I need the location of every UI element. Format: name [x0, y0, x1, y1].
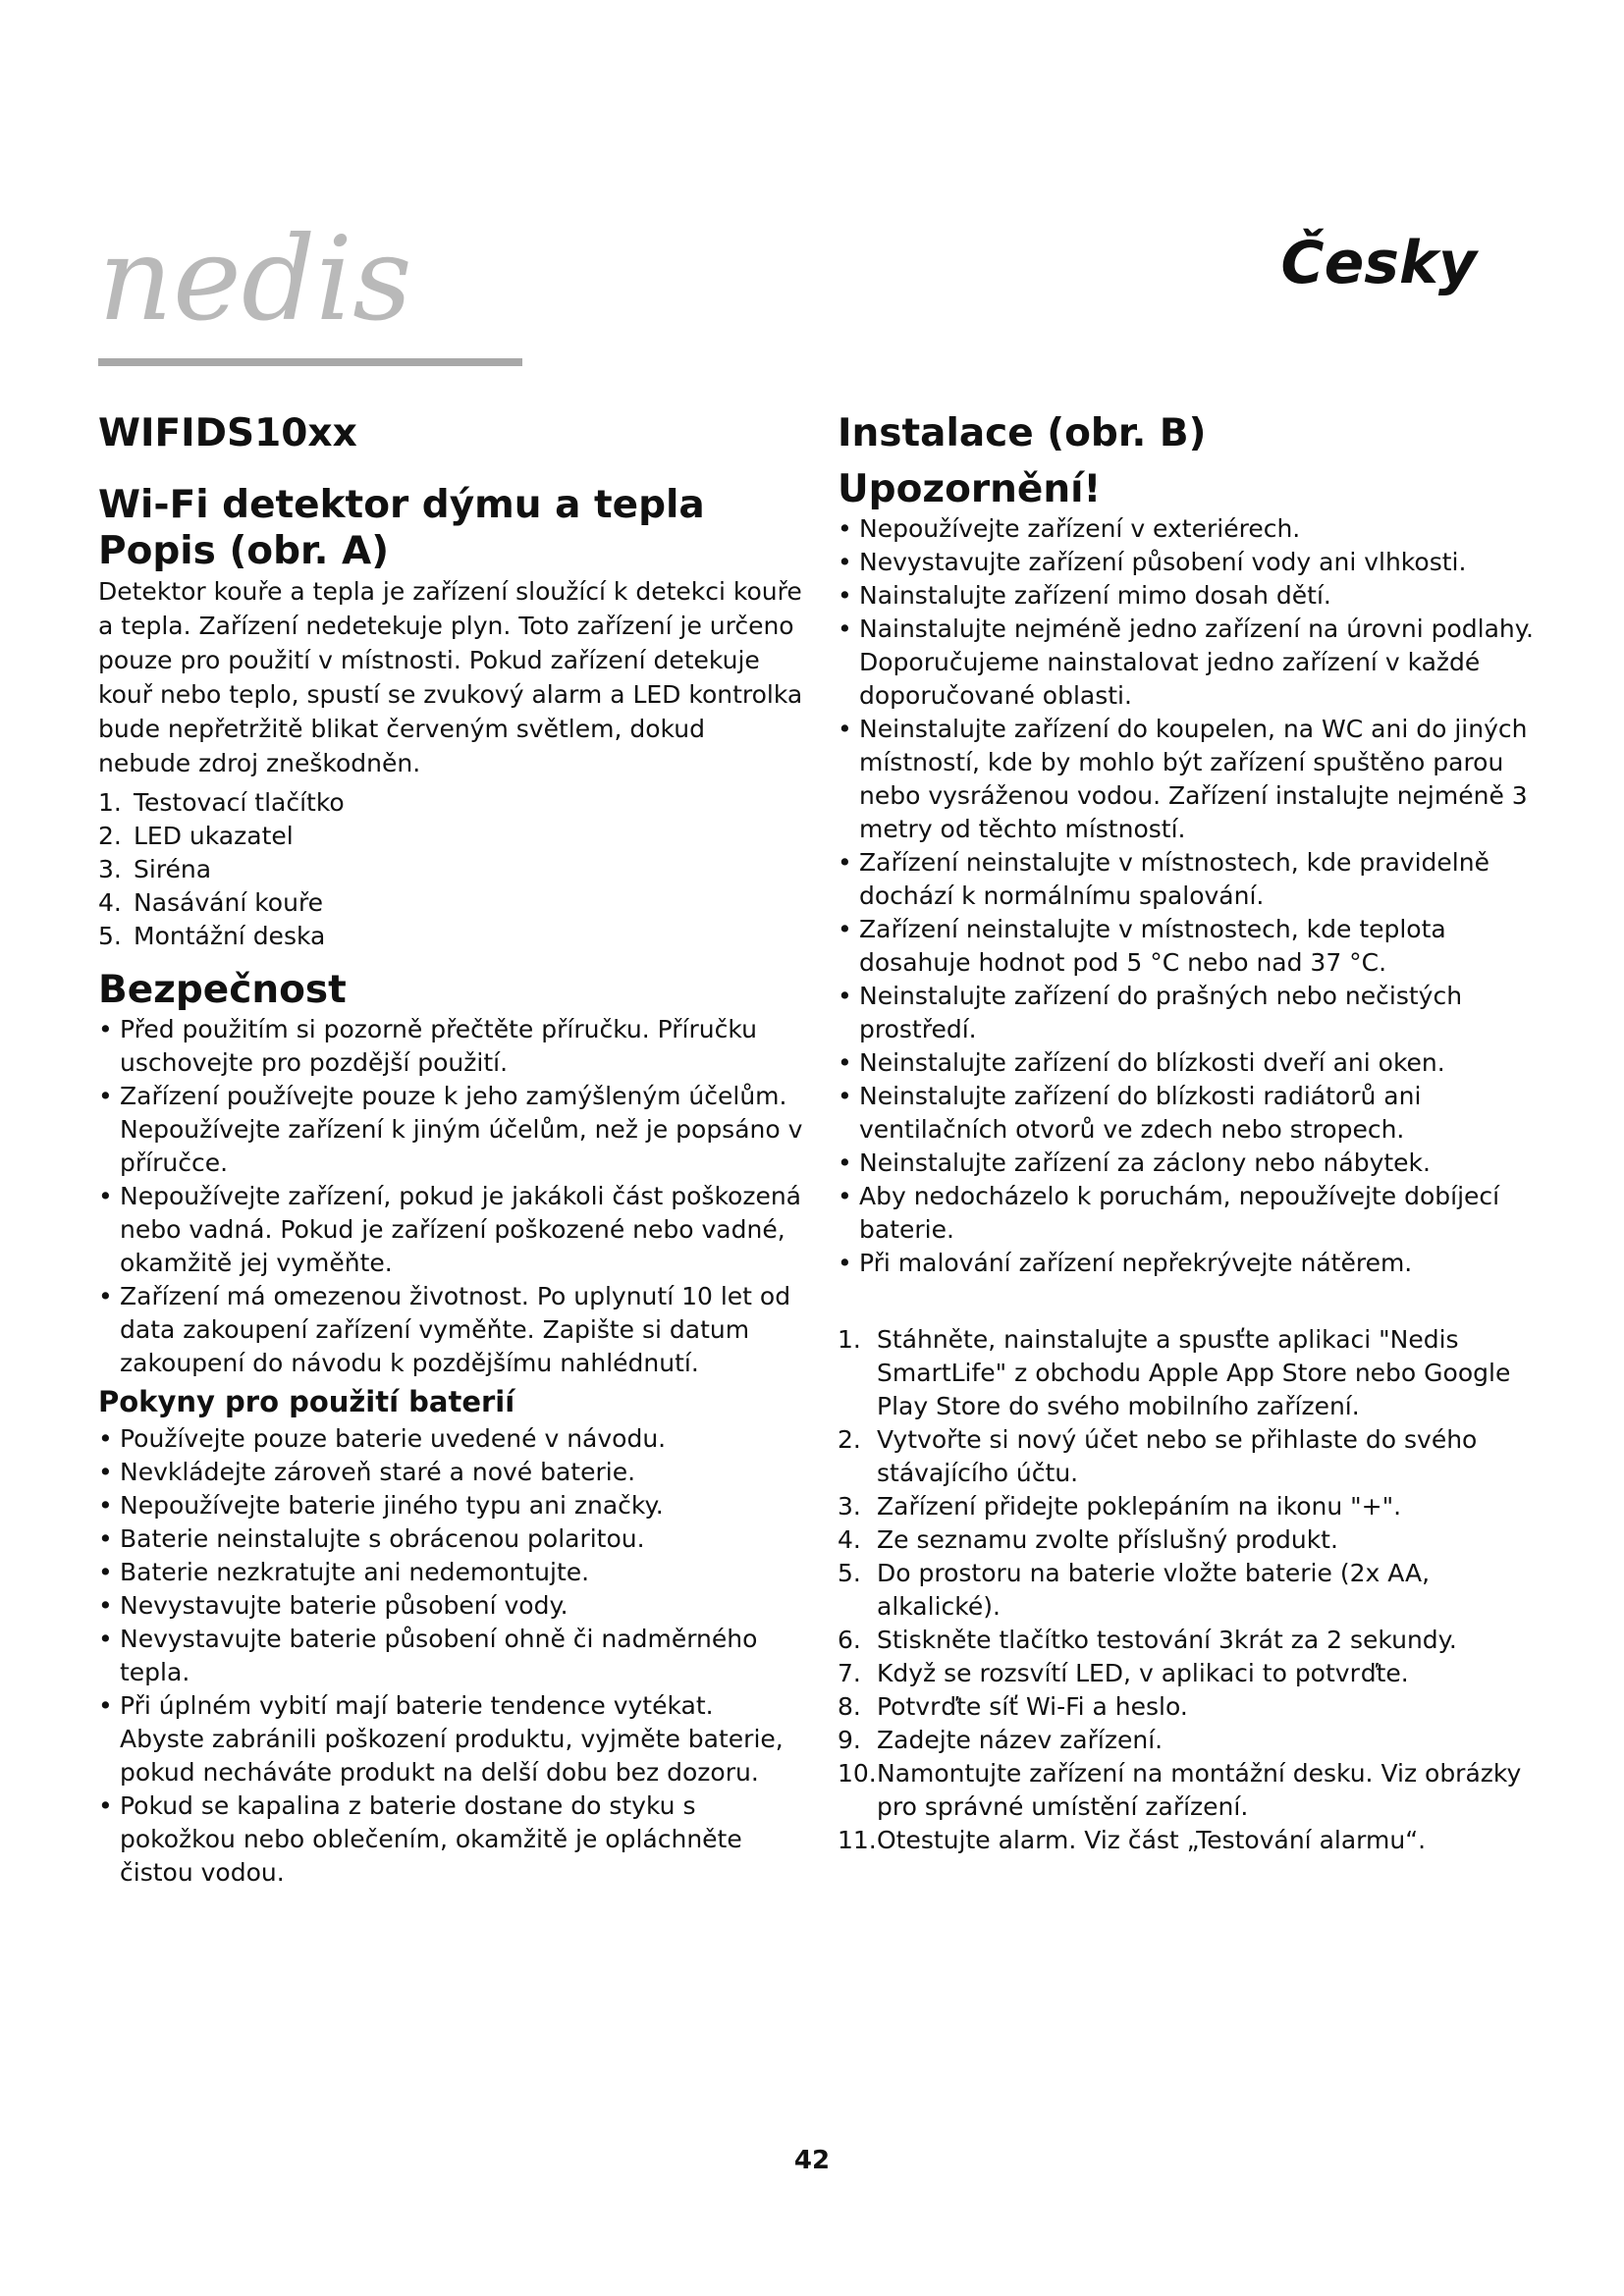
warning-item [838, 913, 1544, 980]
safety-item-text: Před použitím si pozorně přečtěte příručku. Příručku uschovejte pro pozdější použití. [120, 1015, 757, 1077]
battery-item-text: Nevystavujte baterie působení vody. [120, 1591, 568, 1620]
warning-item-text: Neinstalujte zařízení do blízkosti radiátorů ani ventilačních otvorů ve zdech nebo stropech. [859, 1082, 1422, 1144]
description-text: Detektor kouře a tepla je zařízení sloužící k detekci kouře a tepla. Zařízení nedetekuje plyn. Toto zařízení je určeno pouze pro použití v místnosti. Pokud zařízení detekuje kouř nebo teplo, spustí se zvukový alarm a LED kontrolka bude nepřetržitě blikat červeným světlem, dokud nebude zdroj zneškodněn. [98, 577, 803, 777]
warning-item-text: Nepoužívejte zařízení v exteriérech. [859, 514, 1301, 543]
warning-item-text: Nevystavujte zařízení působení vody ani vlhkosti. [859, 548, 1467, 576]
step-item-number: 4. [838, 1525, 861, 1554]
warning-item [838, 579, 1544, 613]
battery-item [98, 1489, 805, 1522]
step-item [838, 1624, 1544, 1657]
warning-item [838, 512, 1544, 546]
step-item-number: 7. [838, 1659, 861, 1687]
part-item [98, 886, 805, 920]
battery-item-text: Při úplném vybití mají baterie tendence vytékat. Abyste zabránili poškození produktu, vyjměte baterie, pokud necháváte produkt na delší dobu bez dozoru. [120, 1691, 784, 1787]
step-item-text: Do prostoru na baterie vložte baterie (2x AA, alkalické). [877, 1559, 1431, 1621]
battery-item [98, 1522, 805, 1556]
step-item [838, 1757, 1544, 1824]
part-item-text: Montážní deska [134, 922, 326, 950]
warning-item [838, 1180, 1544, 1247]
part-item [98, 786, 805, 820]
step-item-text: Stiskněte tlačítko testování 3krát za 2 sekundy. [877, 1626, 1457, 1654]
part-item-text: LED ukazatel [134, 822, 294, 850]
battery-item-text: Nevystavujte baterie působení ohně či nadměrného tepla. [120, 1625, 758, 1686]
safety-item-text: Nepoužívejte zařízení, pokud je jakákoli část poškozená nebo vadná. Pokud je zařízení poškozené nebo vadné, okamžitě jej vyměňte. [120, 1182, 801, 1277]
step-item-text: Vytvořte si nový účet nebo se přihlaste do svého stávajícího účtu. [877, 1425, 1478, 1487]
step-item [838, 1724, 1544, 1757]
warning-item-text: Neinstalujte zařízení do koupelen, na WC ani do jiných místností, kde by mohlo být zařízení spuštěno parou nebo vysráženou vodou. Zařízení instalujte nejméně 3 metry od těchto místností. [859, 715, 1528, 843]
language-label: Česky [1280, 229, 1477, 297]
battery-item [98, 1456, 805, 1489]
safety-item-text: Zařízení má omezenou životnost. Po uplynutí 10 let od data zakoupení zařízení vyměňte. Zapište si datum zakoupení do návodu k pozdějšímu nahlédnutí. [120, 1282, 791, 1377]
warning-list [838, 512, 1544, 1280]
safety-item [98, 1080, 805, 1180]
battery-item-text: Pokud se kapalina z baterie dostane do styku s pokožkou nebo oblečením, okamžitě je opláchněte čistou vodou. [120, 1791, 742, 1887]
warning-item [838, 546, 1544, 579]
warning-item-text: Zařízení neinstalujte v místnostech, kde teplota dosahuje hodnot pod 5 °C nebo nad 37 °C. [859, 915, 1446, 977]
warning-item [838, 1080, 1544, 1147]
step-item-text: Potvrďte síť Wi-Fi a heslo. [877, 1692, 1188, 1721]
step-item-text: Ze seznamu zvolte příslušný produkt. [877, 1525, 1338, 1554]
warning-item-text: Neinstalujte zařízení do prašných nebo nečistých prostředí. [859, 982, 1463, 1043]
warning-item [838, 1046, 1544, 1080]
nedis-logo [98, 211, 522, 373]
battery-item [98, 1422, 805, 1456]
warning-item [838, 846, 1544, 913]
warning-item-text: Při malování zařízení nepřekrývejte nátěrem. [859, 1249, 1413, 1277]
step-item-number: 9. [838, 1726, 861, 1754]
battery-item-text: Baterie neinstalujte s obrácenou polaritou. [120, 1524, 645, 1553]
step-item-text: Stáhněte, nainstalujte a spusťte aplikaci "Nedis SmartLife" z obchodu Apple App Store nebo Google Play Store do svého mobilního zařízení. [877, 1325, 1511, 1420]
right-column [838, 410, 1544, 1857]
battery-item [98, 1556, 805, 1589]
parts-list [98, 786, 805, 953]
battery-item [98, 1589, 805, 1623]
step-item [838, 1824, 1544, 1857]
warning-item [838, 713, 1544, 846]
part-item-number: 1. [98, 788, 122, 817]
battery-item-text: Baterie nezkratujte ani nedemontujte. [120, 1558, 590, 1586]
part-item-number: 5. [98, 922, 122, 950]
warning-item-text: Zařízení neinstalujte v místnostech, kde pravidelně dochází k normálnímu spalování. [859, 848, 1489, 910]
part-item-number: 4. [98, 888, 122, 917]
part-item [98, 820, 805, 853]
page-number: 42 [793, 2146, 831, 2175]
battery-item-text: Nepoužívejte baterie jiného typu ani značky. [120, 1491, 664, 1520]
step-item [838, 1690, 1544, 1724]
step-item-text: Zadejte název zařízení. [877, 1726, 1164, 1754]
safety-list [98, 1013, 805, 1380]
product-title: Wi-Fi detektor dýmu a tepla [98, 483, 705, 527]
step-item-number: 2. [838, 1425, 861, 1454]
step-item-number: 5. [838, 1559, 861, 1587]
part-item-number: 2. [98, 822, 122, 850]
left-column [98, 410, 805, 1890]
battery-item [98, 1789, 805, 1890]
step-item [838, 1490, 1544, 1523]
step-item-number: 11. [838, 1826, 877, 1854]
part-item-text: Testovací tlačítko [134, 788, 345, 817]
battery-list [98, 1422, 805, 1890]
installation-steps [838, 1323, 1544, 1857]
warning-item [838, 980, 1544, 1046]
battery-item-text: Nevkládejte zároveň staré a nové baterie. [120, 1458, 636, 1486]
safety-item [98, 1013, 805, 1080]
model-number: WIFIDS10xx [98, 411, 357, 455]
safety-item-text: Zařízení používejte pouze k jeho zamýšleným účelům. Nepoužívejte zařízení k jiným účelům, než je popsáno v příručce. [120, 1082, 803, 1177]
battery-item [98, 1689, 805, 1789]
battery-heading: Pokyny pro použití baterií [98, 1385, 515, 1418]
safety-item [98, 1280, 805, 1380]
description-heading: Popis (obr. A) [98, 529, 390, 573]
battery-item-text: Používejte pouze baterie uvedené v návodu. [120, 1424, 667, 1453]
part-item [98, 853, 805, 886]
step-item-number: 6. [838, 1626, 861, 1654]
step-item-text: Když se rozsvítí LED, v aplikaci to potvrďte. [877, 1659, 1409, 1687]
warning-item-text: Neinstalujte zařízení do blízkosti dveří ani oken. [859, 1048, 1445, 1077]
step-item-number: 8. [838, 1692, 861, 1721]
warning-item-text: Neinstalujte zařízení za záclony nebo nábytek. [859, 1148, 1431, 1177]
step-item [838, 1523, 1544, 1557]
safety-heading: Bezpečnost [98, 968, 347, 1012]
step-item [838, 1657, 1544, 1690]
part-item-text: Siréna [134, 855, 212, 883]
step-item-number: 1. [838, 1325, 861, 1354]
installation-heading: Instalace (obr. B) [838, 411, 1207, 455]
safety-item [98, 1180, 805, 1280]
part-item-text: Nasávání kouře [134, 888, 324, 917]
warning-heading: Upozornění! [838, 467, 1102, 511]
step-item-number: 10. [838, 1759, 877, 1788]
warning-item [838, 1247, 1544, 1280]
warning-item-text: Nainstalujte zařízení mimo dosah dětí. [859, 581, 1331, 610]
step-item [838, 1557, 1544, 1624]
step-item-text: Namontujte zařízení na montážní desku. Viz obrázky pro správné umístění zařízení. [877, 1759, 1522, 1821]
step-item [838, 1323, 1544, 1423]
warning-item [838, 613, 1544, 713]
warning-item-text: Nainstalujte nejméně jedno zařízení na úrovni podlahy. Doporučujeme nainstalovat jedno zařízení v každé doporučované oblasti. [859, 614, 1534, 710]
step-item [838, 1423, 1544, 1490]
warning-item [838, 1147, 1544, 1180]
logo-underline [98, 358, 522, 366]
battery-item [98, 1623, 805, 1689]
warning-item-text: Aby nedocházelo k poruchám, nepoužívejte dobíjecí baterie. [859, 1182, 1500, 1244]
step-item-number: 3. [838, 1492, 861, 1521]
logo-wordmark: nedis [98, 211, 412, 347]
part-item [98, 920, 805, 953]
step-item-text: Zařízení přidejte poklepáním na ikonu "+". [877, 1492, 1402, 1521]
part-item-number: 3. [98, 855, 122, 883]
step-item-text: Otestujte alarm. Viz část „Testování alarmu“. [877, 1826, 1427, 1854]
